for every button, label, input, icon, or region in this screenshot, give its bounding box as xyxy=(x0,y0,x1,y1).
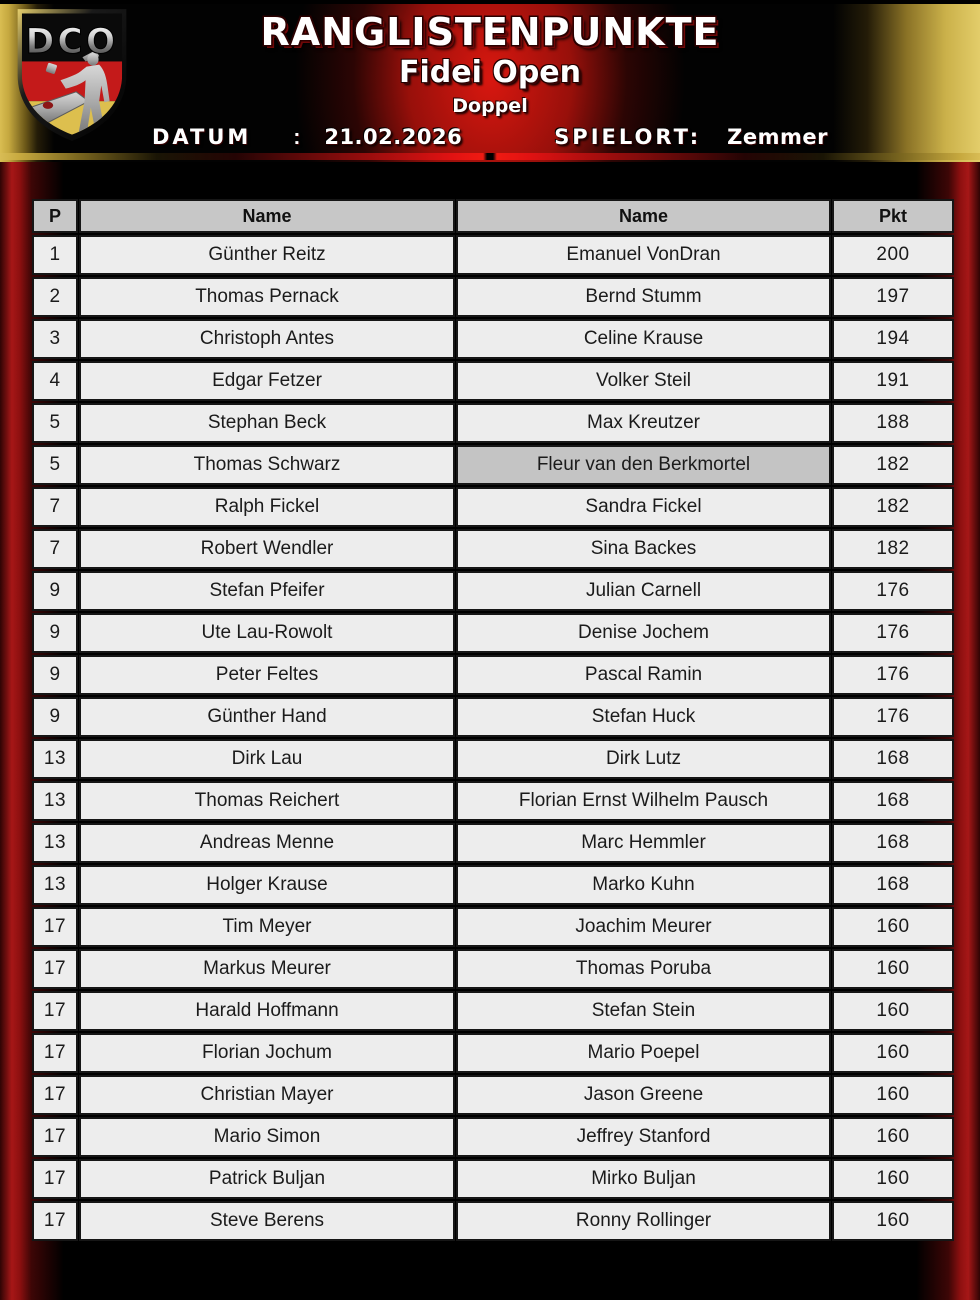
name-1-cell: Edgar Fetzer xyxy=(79,361,455,401)
column-header-name-1: Name xyxy=(79,199,455,233)
table-row xyxy=(32,655,954,695)
name-2-cell: Celine Krause xyxy=(456,319,831,359)
points-cell: 200 xyxy=(832,235,954,275)
name-1-cell: Stefan Pfeifer xyxy=(79,571,455,611)
name-2-cell: Ronny Rollinger xyxy=(456,1201,831,1241)
location-label: SPIELORT: xyxy=(554,125,702,149)
column-header-points: Pkt xyxy=(832,199,954,233)
points-cell: 160 xyxy=(832,991,954,1031)
name-1-cell: Günther Hand xyxy=(79,697,455,737)
points-cell: 160 xyxy=(832,1033,954,1073)
name-2-cell: Julian Carnell xyxy=(456,571,831,611)
name-2-cell: Stefan Huck xyxy=(456,697,831,737)
place-cell: 17 xyxy=(32,1075,78,1115)
name-2-cell: Max Kreutzer xyxy=(456,403,831,443)
table-row xyxy=(32,697,954,737)
place-cell: 2 xyxy=(32,277,78,317)
place-cell: 13 xyxy=(32,739,78,779)
name-2-cell: Volker Steil xyxy=(456,361,831,401)
event-name: Fidei Open xyxy=(398,55,581,90)
place-cell: 13 xyxy=(32,865,78,905)
name-1-cell: Robert Wendler xyxy=(79,529,455,569)
points-cell: 168 xyxy=(832,781,954,821)
table-row xyxy=(32,1033,954,1073)
name-2-cell: Fleur van den Berkmortel xyxy=(456,445,831,485)
points-cell: 182 xyxy=(832,445,954,485)
name-2-cell: Stefan Stein xyxy=(456,991,831,1031)
name-1-cell: Ralph Fickel xyxy=(79,487,455,527)
points-cell: 160 xyxy=(832,1201,954,1241)
name-2-cell: Jeffrey Stanford xyxy=(456,1117,831,1157)
name-2-cell: Mario Poepel xyxy=(456,1033,831,1073)
place-cell: 17 xyxy=(32,907,78,947)
place-cell: 5 xyxy=(32,403,78,443)
name-2-cell: Florian Ernst Wilhelm Pausch xyxy=(456,781,831,821)
date-label: DATUM xyxy=(152,125,252,149)
points-cell: 160 xyxy=(832,949,954,989)
place-cell: 13 xyxy=(32,823,78,863)
table-row xyxy=(32,445,954,485)
place-cell: 3 xyxy=(32,319,78,359)
place-cell: 17 xyxy=(32,949,78,989)
table-row xyxy=(32,781,954,821)
table-row xyxy=(32,739,954,779)
name-2-cell: Marc Hemmler xyxy=(456,823,831,863)
table-body xyxy=(32,235,954,1241)
name-2-cell: Jason Greene xyxy=(456,1075,831,1115)
place-cell: 9 xyxy=(32,613,78,653)
points-cell: 182 xyxy=(832,487,954,527)
points-cell: 160 xyxy=(832,1159,954,1199)
date-value: 21.02.2026 xyxy=(324,125,463,149)
name-2-cell: Emanuel VonDran xyxy=(456,235,831,275)
table-row xyxy=(32,865,954,905)
name-2-cell: Joachim Meurer xyxy=(456,907,831,947)
table-row xyxy=(32,823,954,863)
name-1-cell: Christoph Antes xyxy=(79,319,455,359)
points-cell: 160 xyxy=(832,1117,954,1157)
points-cell: 182 xyxy=(832,529,954,569)
name-2-cell: Sandra Fickel xyxy=(456,487,831,527)
location-value: Zemmer xyxy=(727,125,828,149)
points-cell: 160 xyxy=(832,907,954,947)
name-1-cell: Steve Berens xyxy=(79,1201,455,1241)
name-1-cell: Thomas Reichert xyxy=(79,781,455,821)
name-2-cell: Pascal Ramin xyxy=(456,655,831,695)
name-2-cell: Mirko Buljan xyxy=(456,1159,831,1199)
name-2-cell: Denise Jochem xyxy=(456,613,831,653)
name-2-cell: Sina Backes xyxy=(456,529,831,569)
place-cell: 13 xyxy=(32,781,78,821)
ranking-section xyxy=(0,162,980,1243)
table-row xyxy=(32,571,954,611)
header-banner xyxy=(0,0,980,162)
table-row xyxy=(32,991,954,1031)
name-1-cell: Markus Meurer xyxy=(79,949,455,989)
points-cell: 168 xyxy=(832,739,954,779)
name-1-cell: Harald Hoffmann xyxy=(79,991,455,1031)
name-1-cell: Christian Mayer xyxy=(79,1075,455,1115)
name-2-cell: Bernd Stumm xyxy=(456,277,831,317)
place-cell: 9 xyxy=(32,655,78,695)
name-1-cell: Günther Reitz xyxy=(79,235,455,275)
column-header-place: P xyxy=(32,199,78,233)
name-1-cell: Thomas Schwarz xyxy=(79,445,455,485)
table-row xyxy=(32,235,954,275)
table-row xyxy=(32,487,954,527)
table-row xyxy=(32,319,954,359)
table-row xyxy=(32,1117,954,1157)
points-cell: 160 xyxy=(832,1075,954,1115)
table-row xyxy=(32,529,954,569)
place-cell: 17 xyxy=(32,1159,78,1199)
place-cell: 17 xyxy=(32,991,78,1031)
meta-row xyxy=(0,125,980,150)
dco-logo-text: DCO xyxy=(25,22,119,63)
name-1-cell: Florian Jochum xyxy=(79,1033,455,1073)
points-cell: 176 xyxy=(832,655,954,695)
points-cell: 168 xyxy=(832,823,954,863)
place-cell: 7 xyxy=(32,529,78,569)
table-row xyxy=(32,613,954,653)
place-cell: 9 xyxy=(32,571,78,611)
name-2-cell: Dirk Lutz xyxy=(456,739,831,779)
table-row xyxy=(32,361,954,401)
table-row xyxy=(32,403,954,443)
location-group xyxy=(554,125,828,149)
place-cell: 17 xyxy=(32,1033,78,1073)
name-1-cell: Mario Simon xyxy=(79,1117,455,1157)
table-header-row xyxy=(32,199,954,233)
column-header-name-2: Name xyxy=(456,199,831,233)
points-cell: 176 xyxy=(832,697,954,737)
name-1-cell: Dirk Lau xyxy=(79,739,455,779)
name-1-cell: Tim Meyer xyxy=(79,907,455,947)
place-cell: 1 xyxy=(32,235,78,275)
name-1-cell: Peter Feltes xyxy=(79,655,455,695)
points-cell: 176 xyxy=(832,613,954,653)
name-1-cell: Thomas Pernack xyxy=(79,277,455,317)
table-row xyxy=(32,1201,954,1241)
page-title: RANGLISTENPUNKTE xyxy=(260,10,720,54)
points-cell: 197 xyxy=(832,277,954,317)
name-1-cell: Patrick Buljan xyxy=(79,1159,455,1199)
table-row xyxy=(32,1159,954,1199)
place-cell: 7 xyxy=(32,487,78,527)
place-cell: 4 xyxy=(32,361,78,401)
name-2-cell: Marko Kuhn xyxy=(456,865,831,905)
place-cell: 17 xyxy=(32,1117,78,1157)
name-1-cell: Ute Lau-Rowolt xyxy=(79,613,455,653)
points-cell: 194 xyxy=(832,319,954,359)
header-divider-strip xyxy=(0,153,980,160)
date-group xyxy=(152,125,462,150)
name-1-cell: Stephan Beck xyxy=(79,403,455,443)
table-row xyxy=(32,949,954,989)
place-cell: 9 xyxy=(32,697,78,737)
ranking-table xyxy=(31,197,955,1243)
points-cell: 176 xyxy=(832,571,954,611)
points-cell: 191 xyxy=(832,361,954,401)
name-2-cell: Thomas Poruba xyxy=(456,949,831,989)
table-row xyxy=(32,1075,954,1115)
place-cell: 5 xyxy=(32,445,78,485)
name-1-cell: Holger Krause xyxy=(79,865,455,905)
points-cell: 168 xyxy=(832,865,954,905)
table-row xyxy=(32,907,954,947)
place-cell: 17 xyxy=(32,1201,78,1241)
category-label: Doppel xyxy=(452,95,528,117)
date-colon: : xyxy=(293,126,301,149)
table-row xyxy=(32,277,954,317)
name-1-cell: Andreas Menne xyxy=(79,823,455,863)
points-cell: 188 xyxy=(832,403,954,443)
